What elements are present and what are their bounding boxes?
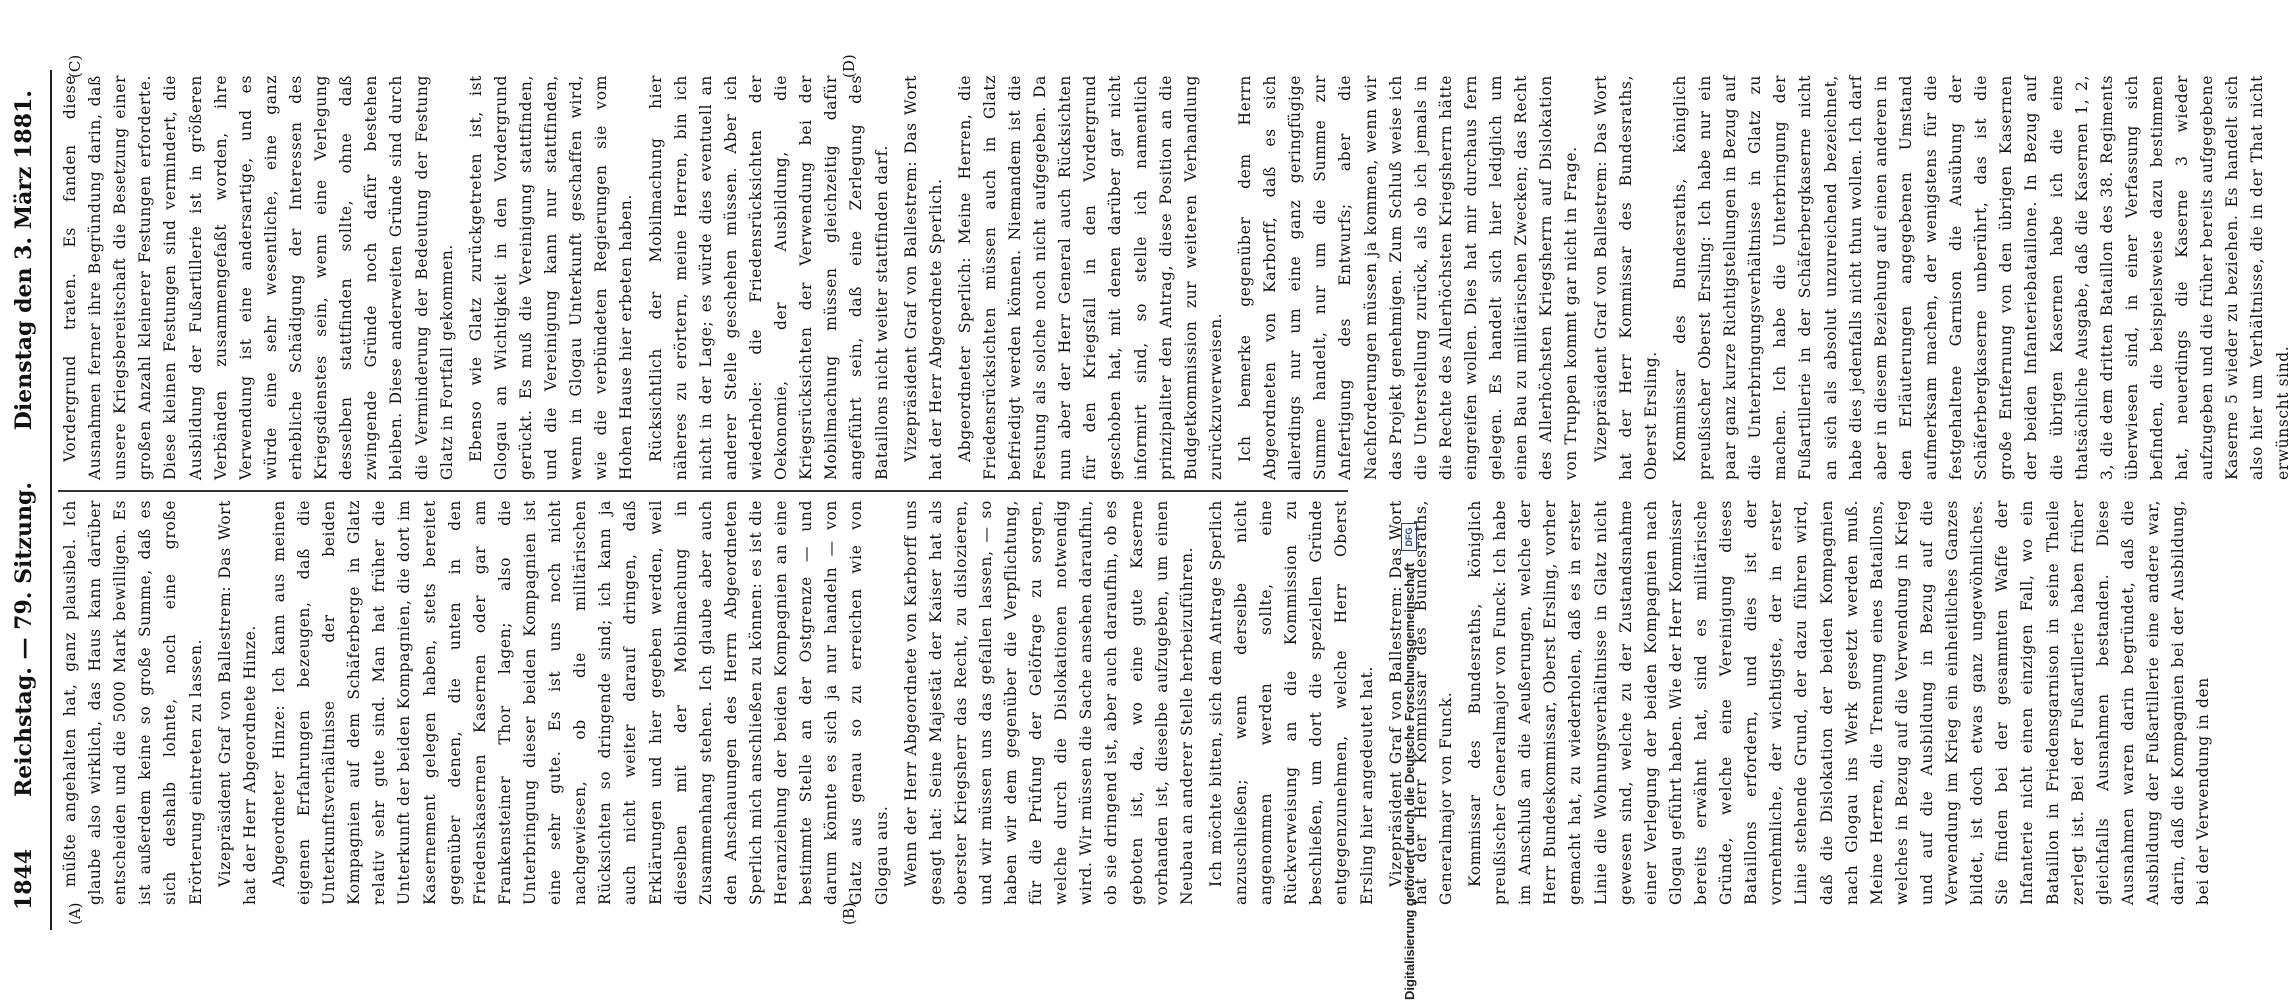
margin-mark-a: (A) xyxy=(66,902,84,925)
paragraph: Ebenso wie Glatz zurückgetreten ist, ist Glogau an Wichtigkeit in den Vordergrund gerückt. Es muß die Vereinigung stattfinden, und die Vereinigung kann nur stattfinden, wenn in Glogau Unterkunft geschaffen wird, wie die verbündeten Regierungen sie vom Hohen Hause hier erbeten haben. xyxy=(466,75,636,480)
paragraph: Kommissar des Bundesraths, königlich preußischer Oberst Ersling: Ich habe nur ein paar ganz kurze Richtigstellungen in Bezug auf die Unterbringungsverhältnisse in Glatz zu machen. Ich habe die Unterbringung der Fußartillerie in der Schäferbergkaserne nicht an sich als absolut unzureichend bezeichnet, habe dies jedenfalls nicht thun wollen. Ich darf aber in diesem Beziehung auf einen anderen in den Erläuterungen angegebenen Umstand aufmerksam machen, der wenigstens für die festgehaltene Garnison die Ausübung der Schäferbergkaserne unberührt, das ist die große Entfernung von den übrigen Kasernen der beiden Infanteriebataillone. In Bezug auf die übrigen Kasernen habe ich die eine thatsächliche Ausgabe, daß die Kasernen 1, 2, 3, die dem dritten Bataillon des 38. Regiments überwiesen sind, in einer Verfassung sich befinden, die beispielsweise dazu bestimmen hat, neuerdings die Kaserne 3 wieder aufzugeben und die früher bereits aufgegebene Kaserne 5 wieder zu beziehen. Es handelt sich also hier um Verhältnisse, die in der That nicht erwünscht sind. xyxy=(1670,75,2292,480)
paragraph: Ich bemerke gegenüber dem Herrn Abgeordneten von Karborff, daß es sich allerdings nur um eine ganz geringfügige Summe handelt, nur um die Summe zur Anfertigung des Entwurfs; aber die Nachforderungen müssen ja kommen, wenn wir das Projekt genehmigen. Zum Schluß weise ich die Unterstellung zurück, als ob ich jemals in die Rechte des Allerhöchsten Kriegsherrn hätte eingreifen wollen. Dies hat mir durchaus fern gelegen. Es handelt sich hier lediglich um einen Bau zu militärischen Zwecken; das Recht des Allerhöchsten Kriegsherrn auf Dislokation von Truppen kommt gar nicht in Frage. xyxy=(1236,75,1581,480)
digitization-credit xyxy=(1395,0,1423,1000)
paragraph: Abgeordneter Hinze: Ich kann aus meinen eigenen Erfahrungen bezeugen, daß die Unterkunftsverhältnisse der beiden Kompagnien auf dem Schäferberge in Glatz relativ sehr gute sind. Man hat früher die Unterkunft der beiden Kompagnien, die dort im Kasernement gelegen haben, stets bereitet gegenüber denen, die unten in den Friedenskasernen Kasernen oder gar am Frankensteiner Thor lagen; also die Unterbringung dieser beiden Kompagnien ist eine sehr gute. Es ist uns noch nicht nachgewiesen, ob die militärischen Rücksichten so dringende sind; ich kann ja auch nicht weiter darauf dringen, daß Erklärungen und hier gegeben werden, weil dieselben mit der Mobilmachung in Zusammenhang stehen. Ich glaube aber auch den Anschauungen des Herrn Abgeordneten Sperlich mich anschließen zu können: es ist die Heranziehung der beiden Kompagnien an eine bestimmte Stelle an der Ostgrenze — und darum könnte es sich ja nur handeln — von Glatz aus genau so zu erreichen wie von Glogau aus. xyxy=(269,500,891,905)
margin-mark-d: (D) xyxy=(840,54,858,78)
paragraph: Vizepräsident Graf von Ballestrem: Das Wort hat der Herr Kommissar des Bundesraths, Generalmajor von Funck. xyxy=(1386,500,1455,905)
margin-mark-c: (C) xyxy=(66,54,84,78)
paragraph: Ich möchte bitten, sich dem Antrage Sperlich anzuschließen; wenn derselbe nicht angenommen werden sollte, eine Rückverweisung an die Kommission zu beschließen, um dort die speziellen Gründe entgegenzunehmen, welche Herr Oberst Ersling hier angedeutet hat. xyxy=(1206,500,1376,905)
column-divider xyxy=(58,491,1348,493)
paragraph: Rücksichtlich der Mobilmachung hier näheres zu erörtern, meine Herren, bin ich nicht in der Lage; es würde dies eventuell an anderer Stelle geschehen müssen. Aber ich wiederhole: die Friedensrücksichten der Oekonomie, der Ausbildung, die Kriegsrücksichten der Verwendung bei der Mobilmachung müssen gleichzeitig dafür angeführt sein, daß eine Zerlegung des Bataillons nicht weiter stattfinden darf. xyxy=(646,75,891,480)
paragraph: Abgeordneter Sperlich: Meine Herren, die Friedensrücksichten müssen auch in Glatz befriedigt werden können. Niemandem ist die Festung als solche noch nicht aufgegeben. Da nun aber der Herr General auch Rücksichten für den Kriegsfall in den Vordergrund geschoben hat, mit denen darüber gar nicht informirt sind, so stelle ich namentlich prinzipaliter den Antrag, diese Position an die Budgetkommission zur weiteren Verhandlung zurückzuverweisen. xyxy=(955,75,1225,480)
paragraph: Vizepräsident Graf von Ballestrem: Das Wort hat der Herr Abgeordnete Hinze. xyxy=(215,500,259,905)
session-date: Dienstag den 3. März 1881. xyxy=(11,90,37,431)
paragraph: Kommissar des Bundesraths, königlich preußischer Generalmajor von Funck: Ich habe im Anschluß an die Aeußerungen, welche der Herr Bundeskommissar, Oberst Ersling, vorher gemacht hat, zu wiederholen, daß es in erster Linie die Wohnungsverhältnisse in Glatz nicht gewesen sind, welche zu der Zustandsnahme einer Verlegung der beiden Kompagnien nach Glogau geführt haben. Wie der Herr Kommissar bereits erwähnt hat, sind es militärische Gründe, welche eine Vereinigung dieses Bataillons erfordern, und dies ist der vornehmliche, der wichtigste, der in erster Linie stehende Grund, der dazu führen wird, daß die Dislokation der beiden Kompagnien nach Glogau ins Werk gesetzt werden muß. Meine Herren, die Trennung eines Bataillons, welches in Bezug auf die Verwendung in Krieg und auf die Ausbildung in Bezug auf die Verwendung im Krieg ein einheitliches Ganzes bildet, ist doch etwas ganz ungewöhnliches. Sie finden bei der gesammten Waffe der Infanterie nicht einen einzigen Fall, wo ein Bataillon in Friedensgarnison in seine Theile zerlegt ist. Bei der Fußartillerie haben früher gleichfalls Ausnahmen bestanden. Diese Ausnahmen waren darin begründet, daß die Ausbildung der Fußartillerie eine andere war, darin, daß die Kompagnien bei der Ausbildung, bei der Verwendung in den xyxy=(1466,500,2213,905)
dfg-logo-icon: DFG xyxy=(1401,523,1417,551)
right-column xyxy=(58,75,2292,480)
credit-text: Digitalisierung gefördert durch die Deutsche Forschungsgemeinschaft xyxy=(1401,562,1417,1000)
paragraph: Vizepräsident Graf von Ballestrem: Das Wort hat der Herr Kommissar des Bundesraths, Oberst Ersling. xyxy=(1591,75,1660,480)
paragraph: Vordergrund traten. Es fanden diese Ausnahmen ferner ihre Begründung darin, daß unsere Kriegsbereitschaft die Besetzung einer großen Anzahl kleinerer Festungen erforderte. Diese kleinen Festungen sind vermindert, die Ausbildung der Fußartillerie ist in größeren Verbänden zusammengefaßt worden, ihre Verwendung ist eine andersartige, und es würde eine sehr wesentliche, eine ganz erhebliche Schädigung der Interessen des Kriegsdienstes sein, wenn eine Verlegung desselben stattfinden sollte, ohne daß zwingende Gründe noch dafür bestehen bleiben. Diese anderweiten Gründe sind durch die Verminderung der Bedeutung der Festung Glatz in Fortfall gekommen. xyxy=(61,75,456,480)
page-number: 1844 xyxy=(11,848,37,910)
paragraph: müßte angehalten hat, ganz plausibel. Ich glaube also wirklich, das Haus kann darüber entscheiden und die 5000 Mark bewilligen. Es ist außerdem keine so große Summe, daß es sich deshalb lohnte, noch eine große Erörterung eintreten zu lassen. xyxy=(61,500,205,905)
margin-mark-b: (B) xyxy=(840,902,858,925)
paragraph: Wenn der Herr Abgeordnete von Karborff uns gesagt hat: Seine Majestät der Kaiser hat als oberster Kriegsherr das Recht, zu dislozieren, und wir müssen uns das gefallen lassen, — so haben wir dem gegenüber die Verpflichtung, für die Prüfung der Gelöfrage zu sorgen, welche durch die Dislokationen notwendig wird. Wir müssen die Sache ansehen daraufhin, ob sie dringend ist, aber auch daraufhin, ob es geboten ist, da, wo eine gute Kaserne vorhanden ist, dieselbe aufzugeben, um einen Neubau an anderer Stelle herbeizuführen. xyxy=(901,500,1196,905)
session-title: Reichstag. — 79. Sitzung. xyxy=(11,481,37,798)
page-header xyxy=(4,90,44,910)
paragraph: Vizepräsident Graf von Ballestrem: Das Wort hat der Herr Abgeordnete Sperlich. xyxy=(901,75,945,480)
header-rule xyxy=(50,70,52,930)
